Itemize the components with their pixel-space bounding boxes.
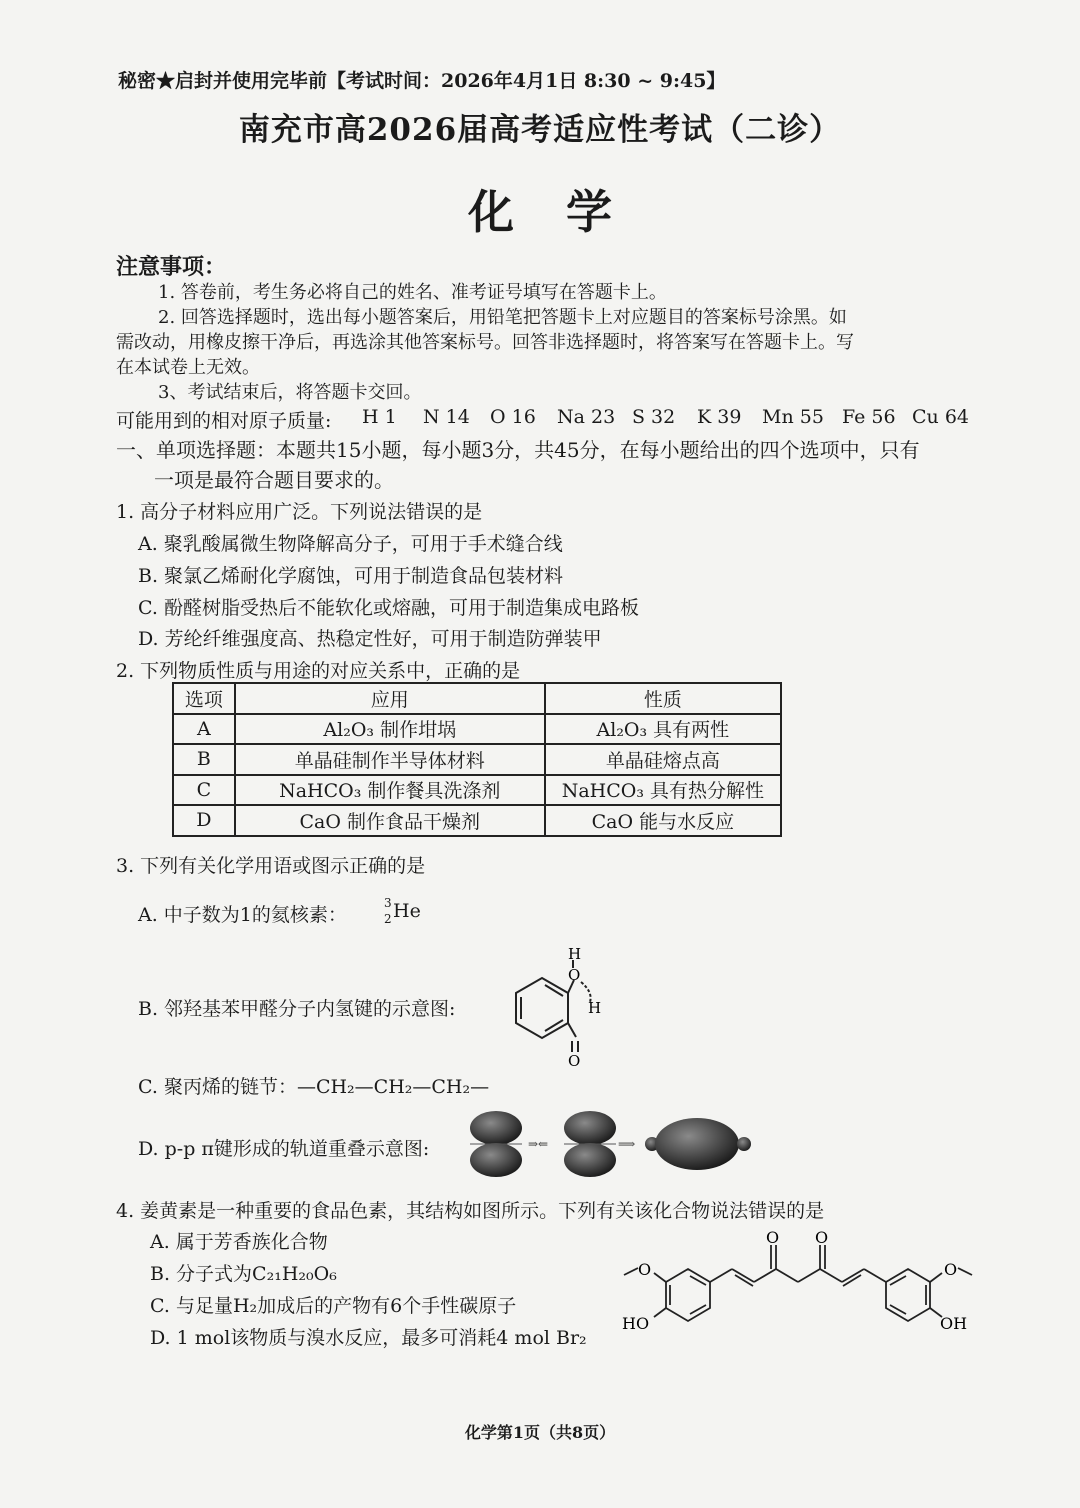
notice-item-2-line-3: 在本试卷上无效。 <box>116 357 260 378</box>
notice-item-2-line-1: 2. 回答选择题时，选出每小题答案后，用铅笔把答题卡上对应题目的答案标号涂黑。如 <box>158 307 847 328</box>
q4-stem: 4. 姜黄素是一种重要的食品色素，其结构如图所示。下列有关该化合物说法错误的是 <box>116 1200 825 1222</box>
table-cell: CaO 制作食品干燥剂 <box>235 805 545 836</box>
svg-text:⇒⇐: ⇒⇐ <box>528 1137 549 1151</box>
q1-stem: 1. 高分子材料应用广泛。下列说法错误的是 <box>116 501 483 523</box>
subject-title: 化学 <box>468 185 664 239</box>
salicylaldehyde-structure <box>498 940 618 1072</box>
notice-item-3: 3、考试结束后，将答题卡交回。 <box>158 382 422 403</box>
section-1-line-1: 一、单项选择题：本题共15小题，每小题3分，共45分，在每小题给出的四个选项中，只有 <box>116 438 920 462</box>
q1-option-c: C. 酚醛树脂受热后不能软化或熔融，可用于制造集成电路板 <box>138 597 639 619</box>
curcumin-label-o: O <box>638 1260 652 1279</box>
q3-option-b: B. 邻羟基苯甲醛分子内氢键的示意图: <box>138 998 456 1020</box>
q3-option-a: A. 中子数为1的氦核素： <box>138 904 347 926</box>
table-cell: C <box>173 775 235 806</box>
atomic-mass-mn: Mn 55 <box>762 406 824 428</box>
table-row <box>173 775 781 806</box>
table-row <box>173 744 781 775</box>
table-cell: B <box>173 744 235 775</box>
table-header-cell: 应用 <box>235 683 545 714</box>
atomic-mass-k: K 39 <box>697 406 742 428</box>
section-1-line-2: 一项是最符合题目要求的。 <box>154 468 394 492</box>
atomic-mass-h: H 1 <box>362 406 397 428</box>
table-header-row <box>173 683 781 714</box>
q1-option-d: D. 芳纶纤维强度高、热稳定性好，可用于制造防弹装甲 <box>138 628 602 650</box>
atomic-mass-s: S 32 <box>632 406 676 428</box>
table-cell: 单晶硅制作半导体材料 <box>235 744 545 775</box>
p-p-pi-orbital-diagram <box>466 1108 766 1182</box>
q2-stem: 2. 下列物质性质与用途的对应关系中，正确的是 <box>116 660 521 682</box>
atomic-mass-o: O 16 <box>490 406 536 428</box>
q2-table <box>172 682 782 837</box>
curcumin-structure <box>618 1225 978 1335</box>
exam-title: 南充市高2026届高考适应性考试（二诊） <box>238 112 842 148</box>
table-cell: CaO 能与水反应 <box>545 805 781 836</box>
q3-symbol: He <box>393 900 421 922</box>
q1-option-a: A. 聚乳酸属微生物降解高分子，可用于手术缝合线 <box>138 533 563 555</box>
svg-text:⟹: ⟹ <box>618 1137 636 1151</box>
secret-line: 秘密★启封并使用完毕前【考试时间：2026年4月1日 8:30 ~ 9:45】 <box>118 70 726 92</box>
notice-heading: 注意事项： <box>116 254 227 280</box>
curcumin-label-o: O <box>815 1228 829 1247</box>
table-row <box>173 714 781 745</box>
q4-option-b: B. 分子式为C₂₁H₂₀O₆ <box>150 1263 337 1285</box>
q3-stem: 3. 下列有关化学用语或图示正确的是 <box>116 855 426 877</box>
table-cell: NaHCO₃ 制作餐具洗涤剂 <box>235 775 545 806</box>
table-header-cell: 选项 <box>173 683 235 714</box>
curcumin-label-o: O <box>944 1260 958 1279</box>
curcumin-label-ho: HO <box>622 1314 650 1333</box>
page-footer: 化学第1页（共8页） <box>464 1423 616 1442</box>
q3-option-d: D. p-p π键形成的轨道重叠示意图: <box>138 1138 430 1160</box>
struct-label-h: H <box>568 945 582 963</box>
q4-option-d: D. 1 mol该物质与溴水反应，最多可消耗4 mol Br₂ <box>150 1327 587 1349</box>
table-row <box>173 805 781 836</box>
table-cell: Al₂O₃ 具有两性 <box>545 714 781 745</box>
atomic-mass-n: N 14 <box>423 406 470 428</box>
struct-label-o: O <box>568 1052 581 1070</box>
atomic-mass-cu: Cu 64 <box>912 406 969 428</box>
table-cell: 单晶硅熔点高 <box>545 744 781 775</box>
notice-item-2-line-2: 需改动，用橡皮擦干净后，再选涂其他答案标号。回答非选择题时，将答案写在答题卡上。写 <box>116 332 854 353</box>
q1-option-b: B. 聚氯乙烯耐化学腐蚀，可用于制造食品包装材料 <box>138 565 564 587</box>
table-header-cell: 性质 <box>545 683 781 714</box>
q3-option-c: C. 聚丙烯的链节：—CH₂—CH₂—CH₂— <box>138 1076 490 1098</box>
q3-mass-number: 3 <box>384 896 392 910</box>
curcumin-label-o: O <box>766 1228 780 1247</box>
notice-item-1: 1. 答卷前，考生务必将自己的姓名、准考证号填写在答题卡上。 <box>158 282 667 303</box>
atomic-mass-label: 可能用到的相对原子质量: <box>116 410 332 432</box>
table-cell: Al₂O₃ 制作坩埚 <box>235 714 545 745</box>
table-cell: D <box>173 805 235 836</box>
table-cell: NaHCO₃ 具有热分解性 <box>545 775 781 806</box>
q4-option-a: A. 属于芳香族化合物 <box>150 1231 328 1253</box>
q4-option-c: C. 与足量H₂加成后的产物有6个手性碳原子 <box>150 1295 517 1317</box>
struct-label-o: O <box>568 966 581 984</box>
q3-atomic-number: 2 <box>384 912 392 926</box>
table-cell: A <box>173 714 235 745</box>
struct-label-h: H <box>588 999 602 1017</box>
atomic-mass-na: Na 23 <box>557 406 616 428</box>
curcumin-label-oh: OH <box>940 1314 968 1333</box>
atomic-mass-fe: Fe 56 <box>842 406 896 428</box>
